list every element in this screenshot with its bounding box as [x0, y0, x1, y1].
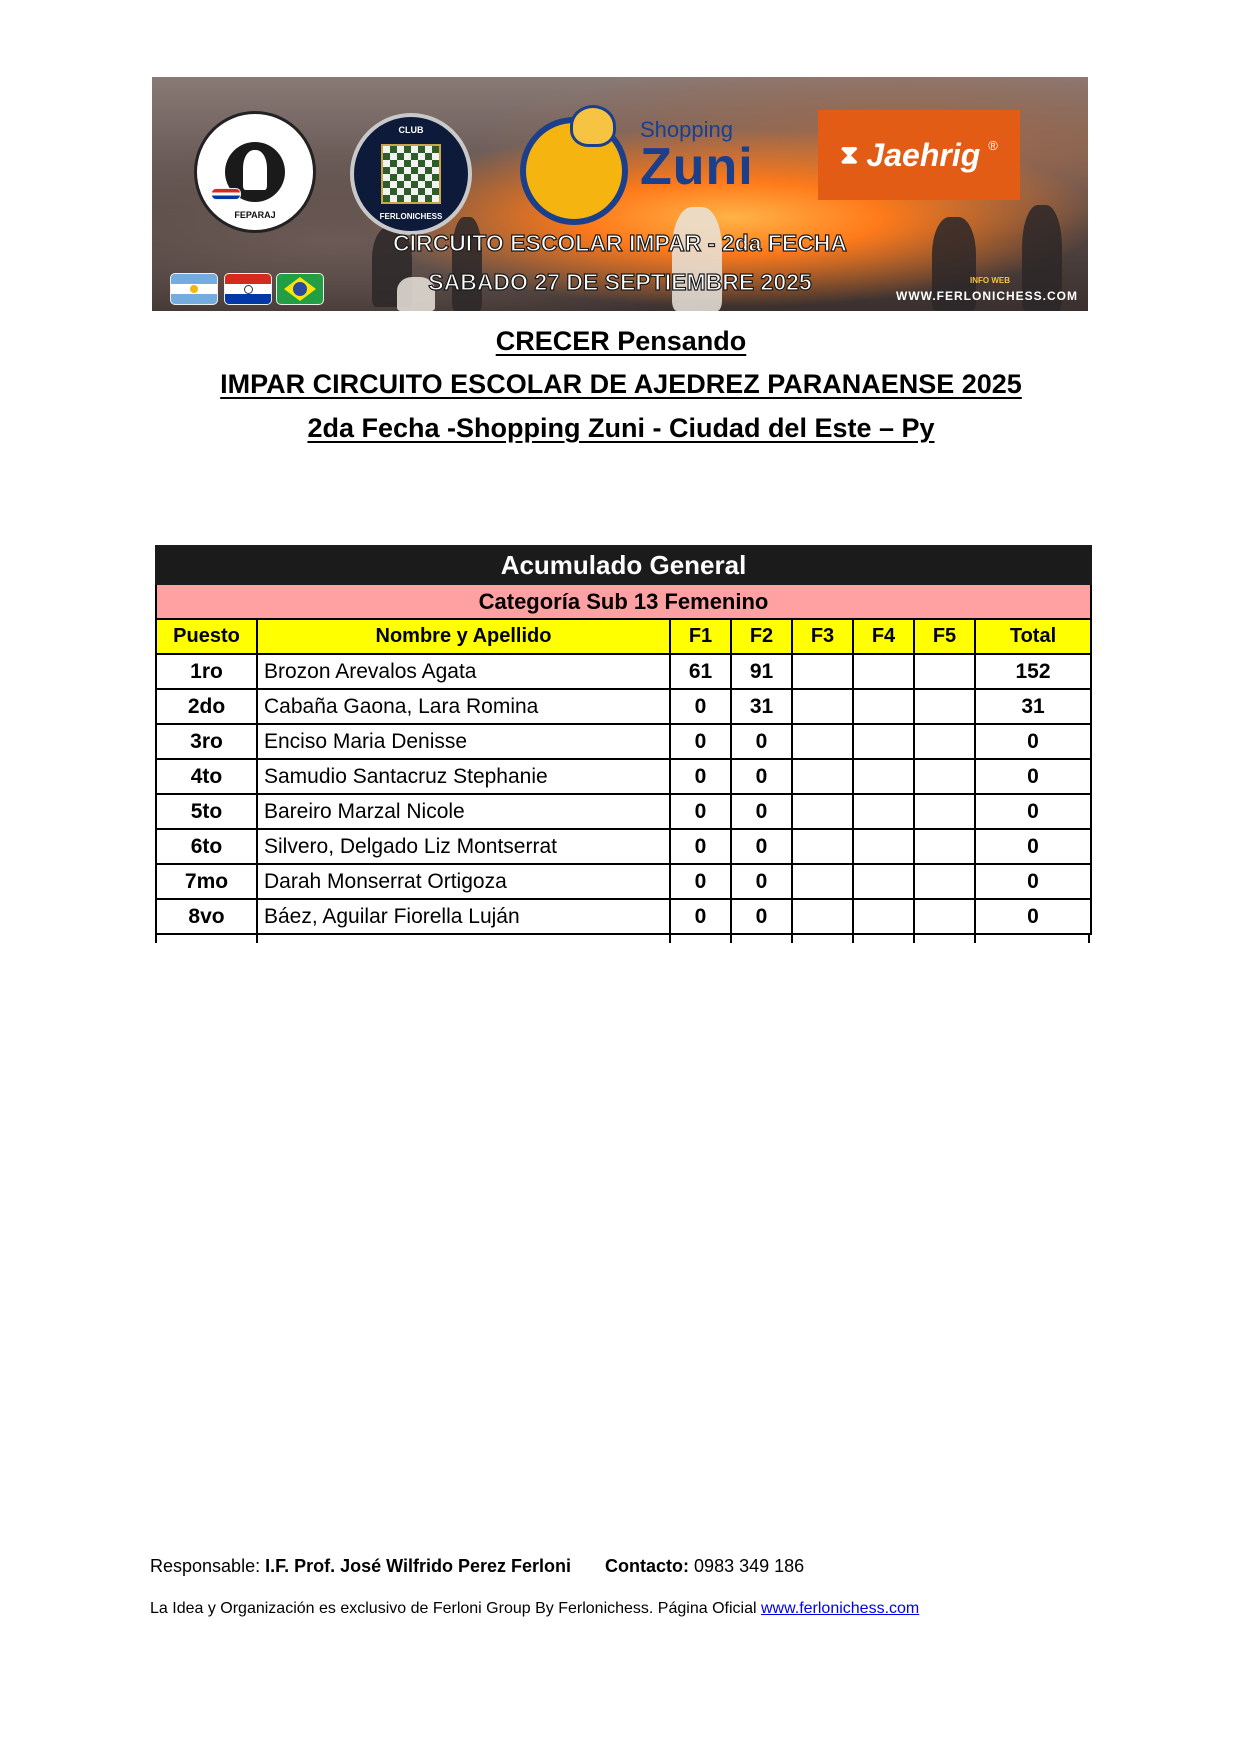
hourglass-icon: ⧗: [840, 139, 859, 169]
responsable-name: I.F. Prof. José Wilfrido Perez Ferloni: [265, 1556, 571, 1576]
cell-puesto: 6to: [156, 829, 257, 864]
banner-event-date: SABADO 27 DE SEPTIEMBRE 2025: [428, 269, 812, 295]
cell-f3: [792, 759, 853, 794]
table-row: [156, 829, 1091, 864]
document-event-line: 2da Fecha -Shopping Zuni - Ciudad del Este – Py: [307, 413, 935, 443]
cell-f2: 0: [731, 794, 792, 829]
document-title: CRECER Pensando: [495, 326, 747, 356]
cell-puesto: 7mo: [156, 864, 257, 899]
cell-f3: [792, 864, 853, 899]
cell-total: 0: [975, 759, 1091, 794]
table-row: [156, 689, 1091, 724]
cell-f5: [914, 689, 975, 724]
standings-table: [155, 545, 1092, 935]
cell-f1: 0: [670, 829, 731, 864]
cell-nombre: Cabaña Gaona, Lara Romina: [257, 689, 670, 724]
column-header-row: [156, 619, 1091, 654]
cell-f2: 0: [731, 864, 792, 899]
cell-total: 0: [975, 829, 1091, 864]
cell-f2: 0: [731, 899, 792, 934]
cell-f4: [853, 829, 914, 864]
cell-f1: 0: [670, 899, 731, 934]
organization-text: La Idea y Organización es exclusivo de Ferloni Group By Ferlonichess. Página Oficial: [150, 1600, 761, 1617]
cell-f2: 31: [731, 689, 792, 724]
event-banner: [152, 77, 1088, 311]
cell-puesto: 5to: [156, 794, 257, 829]
cell-nombre: Samudio Santacruz Stephanie: [257, 759, 670, 794]
organization-note: [150, 1600, 919, 1618]
cell-f5: [914, 654, 975, 689]
cell-f4: [853, 899, 914, 934]
cell-f4: [853, 724, 914, 759]
cell-f3: [792, 689, 853, 724]
paraguay-flag-icon: [211, 188, 241, 200]
jaehrig-logo: [818, 110, 1020, 200]
table-row: [156, 724, 1091, 759]
cell-f2: 0: [731, 724, 792, 759]
cell-total: 152: [975, 654, 1091, 689]
cell-f5: [914, 759, 975, 794]
cell-f2: 91: [731, 654, 792, 689]
cell-f4: [853, 689, 914, 724]
cell-total: 0: [975, 864, 1091, 899]
cell-f5: [914, 899, 975, 934]
cell-f3: [792, 829, 853, 864]
document-subtitle: IMPAR CIRCUITO ESCOLAR DE AJEDREZ PARANAENSE 2025: [220, 369, 1022, 399]
cell-f1: 0: [670, 759, 731, 794]
club-ferlonichess-crest: [350, 113, 472, 235]
cell-f4: [853, 864, 914, 899]
cell-nombre: Silvero, Delgado Liz Montserrat: [257, 829, 670, 864]
cell-total: 31: [975, 689, 1091, 724]
cell-f2: 0: [731, 829, 792, 864]
cell-f1: 0: [670, 724, 731, 759]
shopping-zuni-logo-icon: [520, 117, 628, 225]
crest-top-text: CLUB: [398, 125, 424, 135]
feparaj-logo-text: FEPARAJ: [234, 210, 276, 220]
cell-nombre: Bareiro Marzal Nicole: [257, 794, 670, 829]
brazil-flag-icon: [276, 273, 324, 305]
column-header-f2: F2: [731, 619, 792, 654]
cell-f1: 61: [670, 654, 731, 689]
contacto-value: 0983 349 186: [694, 1556, 805, 1576]
responsable-label: Responsable:: [150, 1556, 261, 1576]
cell-f4: [853, 654, 914, 689]
shopping-zuni-label: Shopping: [640, 117, 733, 142]
table-row: [156, 899, 1091, 934]
cell-f5: [914, 794, 975, 829]
official-site-link[interactable]: www.ferlonichess.com: [760, 1600, 920, 1617]
cell-nombre: Darah Monserrat Ortigoza: [257, 864, 670, 899]
info-web-label: INFO WEB: [970, 276, 1010, 285]
table-row: [156, 794, 1091, 829]
cell-puesto: 2do: [156, 689, 257, 724]
contacto-label: Contacto:: [605, 1556, 690, 1576]
column-header-puesto: Puesto: [156, 619, 257, 654]
cell-f1: 0: [670, 689, 731, 724]
cell-puesto: 1ro: [156, 654, 257, 689]
table-title: Acumulado General: [156, 546, 1091, 584]
cell-f3: [792, 794, 853, 829]
responsable-line: [150, 1556, 804, 1577]
argentina-flag-icon: [170, 273, 218, 305]
table-row: [156, 654, 1091, 689]
column-header-total: Total: [975, 619, 1091, 654]
registered-mark: ®: [988, 138, 998, 153]
cell-f2: 0: [731, 759, 792, 794]
standings-table-container: [155, 545, 1090, 943]
cell-f3: [792, 724, 853, 759]
cell-nombre: Brozon Arevalos Agata: [257, 654, 670, 689]
column-header-f4: F4: [853, 619, 914, 654]
table-row: [156, 864, 1091, 899]
category-title: Categoría Sub 13 Femenino: [156, 584, 1091, 619]
cell-f4: [853, 759, 914, 794]
cell-f5: [914, 829, 975, 864]
cell-nombre: Enciso Maria Denisse: [257, 724, 670, 759]
feparaj-logo: [194, 111, 316, 233]
chessboard-icon: [381, 144, 441, 204]
jaehrig-brand-name: Jaehrig: [866, 136, 981, 173]
cell-f3: [792, 899, 853, 934]
cell-f1: 0: [670, 794, 731, 829]
column-header-f1: F1: [670, 619, 731, 654]
cell-puesto: 4to: [156, 759, 257, 794]
table-row: [156, 759, 1091, 794]
cell-f5: [914, 724, 975, 759]
cell-puesto: 3ro: [156, 724, 257, 759]
cell-total: 0: [975, 899, 1091, 934]
cell-f1: 0: [670, 864, 731, 899]
column-header-f5: F5: [914, 619, 975, 654]
cell-total: 0: [975, 794, 1091, 829]
cell-f5: [914, 864, 975, 899]
cell-puesto: 8vo: [156, 899, 257, 934]
crest-bottom-text: FERLONICHESS: [379, 212, 443, 221]
cell-nombre: Báez, Aguilar Fiorella Luján: [257, 899, 670, 934]
cell-f4: [853, 794, 914, 829]
cell-total: 0: [975, 724, 1091, 759]
banner-event-title: CIRCUITO ESCOLAR IMPAR - 2da FECHA: [392, 230, 848, 256]
cell-f3: [792, 654, 853, 689]
column-header-f3: F3: [792, 619, 853, 654]
column-header-nombre: Nombre y Apellido: [257, 619, 670, 654]
banner-web-url: WWW.FERLONICHESS.COM: [896, 289, 1078, 303]
zuni-brand-name: Zuni: [640, 138, 754, 196]
table-continuation-border: [155, 935, 1090, 943]
paraguay-flag-icon: [224, 273, 272, 305]
